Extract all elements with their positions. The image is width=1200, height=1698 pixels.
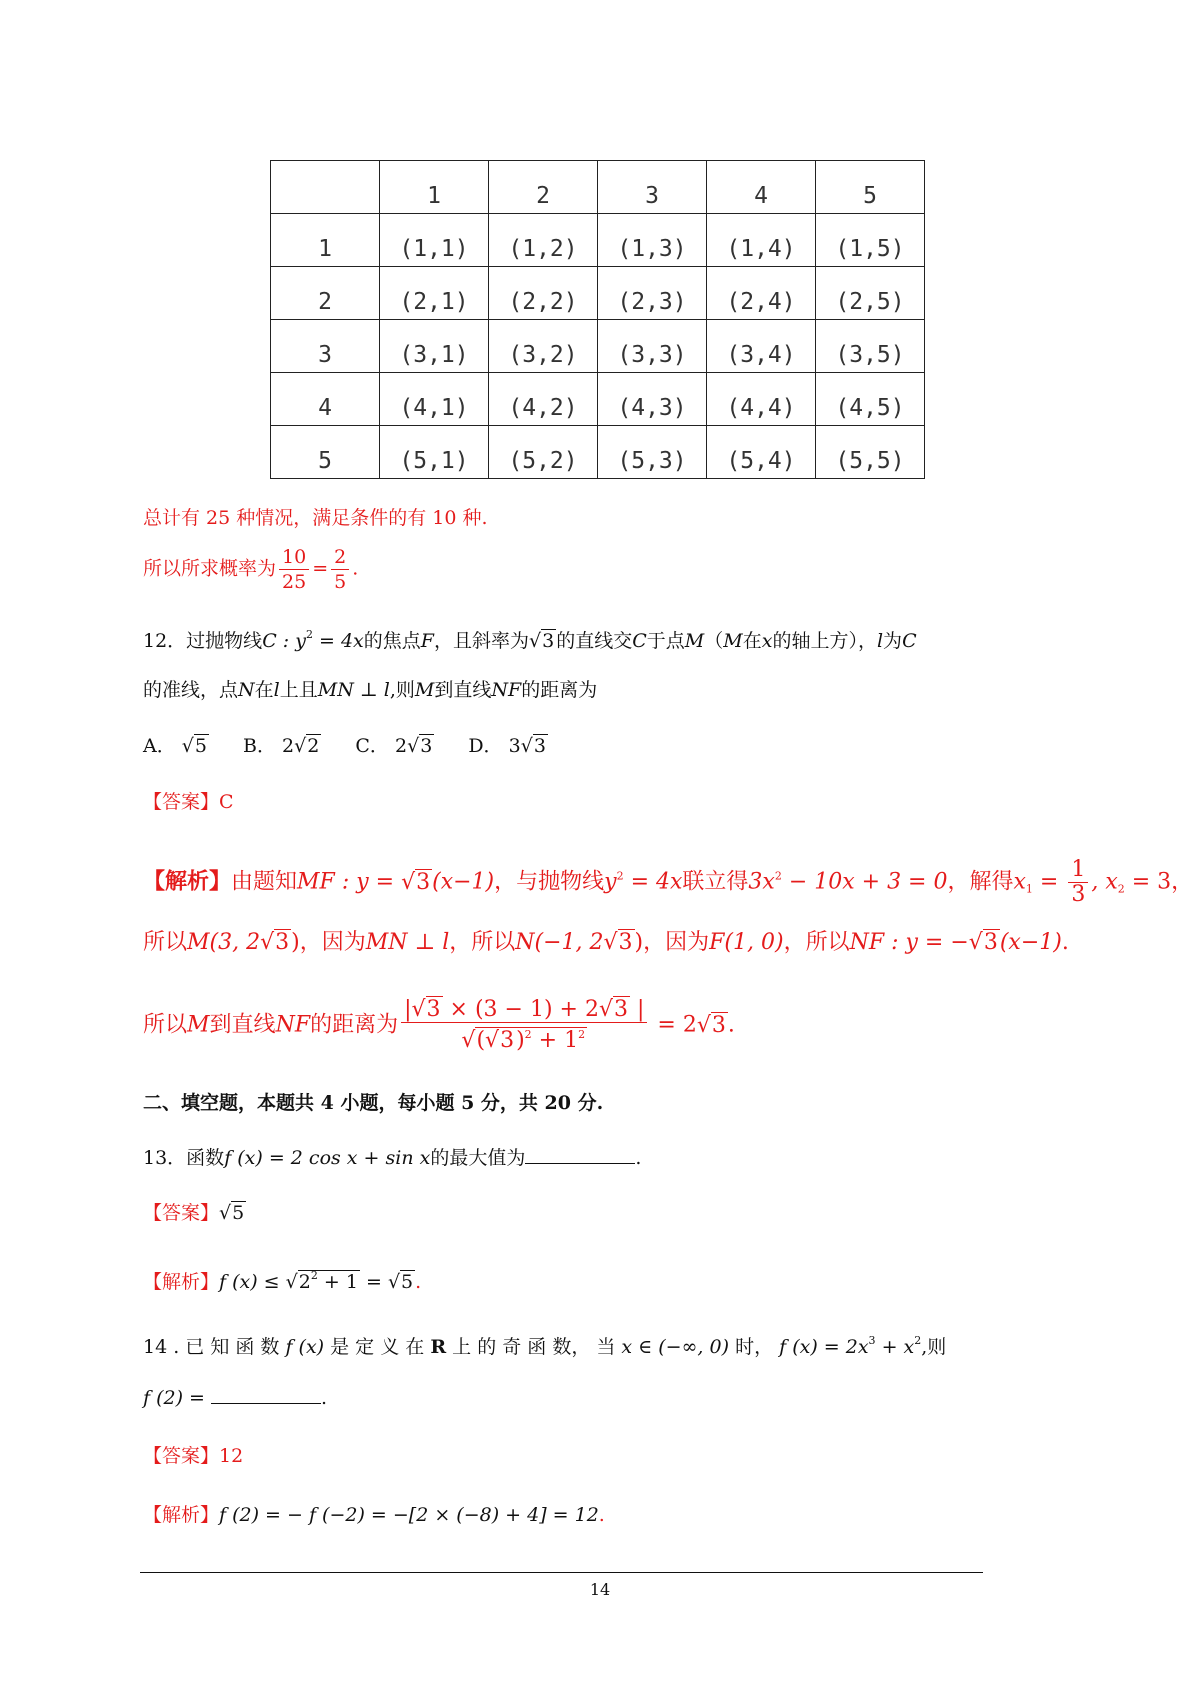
table-header-cell: 2	[489, 161, 598, 214]
table-row	[271, 373, 925, 426]
table-cell: (5,3)	[598, 426, 707, 479]
table-cell: (2,5)	[816, 267, 925, 320]
table-cell: (5,4)	[707, 426, 816, 479]
table-cell: (3,3)	[598, 320, 707, 373]
table-cell: (4,3)	[598, 373, 707, 426]
table-row-label: 4	[271, 373, 380, 426]
table-header-cell	[271, 161, 380, 214]
table-cell: (5,1)	[380, 426, 489, 479]
p11-total-line: 总计有 25 种情况，满足条件的有 10 种.	[143, 507, 488, 529]
page-number: 14	[589, 1580, 611, 1599]
q13-answer: 【答案】√5	[143, 1202, 245, 1224]
table-cell: (4,4)	[707, 373, 816, 426]
sqrt-3: √3	[528, 630, 555, 652]
table-cell: (2,2)	[489, 267, 598, 320]
q12-answer: 【答案】C	[143, 791, 234, 813]
choice-b: B． 2√2	[243, 735, 320, 757]
q12-analysis-line2: 所以M(3, 2√3)，因为MN ⊥ l，所以N(−1, 2√3)，因为F(1, 0)，所以NF : y = −√3(x−1).	[143, 930, 1069, 955]
q12-choices	[143, 733, 576, 759]
q12-analysis-line3: 所以M到直线NF的距离为 $\frac{|√3 \times (3 - 1) + 2√3 |}{√(√3)^2 + 1^2}$ = 2√3.	[143, 997, 735, 1053]
table-cell: (3,2)	[489, 320, 598, 373]
table-cell: (4,1)	[380, 373, 489, 426]
p11-probability-line: 所以所求概率为 $\frac{10}{25}$ = $\frac{2}{5}$ .	[143, 546, 359, 593]
q12-analysis-line1: 【解析】由题知MF : y = √3(x−1)，与抛物线$y^2 = 4x$联立得$3x^2 - 10x + 3 = 0$，解得$x_1$ = $\frac{1}{3}$ , $x_2 = 3$，	[143, 857, 1194, 907]
table-row	[271, 320, 925, 373]
table-row-label: 3	[271, 320, 380, 373]
table-cell: (3,4)	[707, 320, 816, 373]
choice-c: C． 2√3	[355, 735, 433, 757]
q13-stem: 13．函数f (x) = 2 cos x + sin x的最大值为 .	[143, 1147, 642, 1169]
table-header-cell: 4	[707, 161, 816, 214]
table-header-cell: 5	[816, 161, 925, 214]
table-row	[271, 214, 925, 267]
q14-stem-line1: 14 . 已 知 函 数 f (x) 是 定 义 在 R 上 的 奇 函 数， 当 x ∈ (−∞, 0) 时， f $(x) = 2x^3 + x^2$,则	[143, 1334, 947, 1358]
table-header-cell: 1	[380, 161, 489, 214]
table-row-label: 1	[271, 214, 380, 267]
table-row-label: 5	[271, 426, 380, 479]
table-cell: (4,2)	[489, 373, 598, 426]
q14-answer: 【答案】12	[143, 1445, 244, 1467]
table-row	[271, 426, 925, 479]
table-cell: (5,5)	[816, 426, 925, 479]
table-cell: (1,2)	[489, 214, 598, 267]
distance-fraction: $\frac{|√3 \times (3 - 1) + 2√3 |}{√(√3)^2 + 1^2}$	[401, 998, 647, 1053]
table-cell: (1,5)	[816, 214, 925, 267]
footer-rule	[140, 1572, 983, 1573]
fraction-1-3: $\frac{1}{3}$	[1068, 858, 1088, 907]
table-cell: (2,4)	[707, 267, 816, 320]
table-header-row	[271, 161, 925, 214]
q12-stem-line2: 的准线，点N在l上且MN ⊥ l,则M到直线NF的距离为	[143, 679, 598, 701]
table-cell: (3,1)	[380, 320, 489, 373]
table-cell: (3,5)	[816, 320, 925, 373]
table-cell: (1,4)	[707, 214, 816, 267]
section-heading: 二、填空题，本题共 4 小题，每小题 5 分，共 20 分.	[143, 1092, 604, 1114]
choice-d: D． 3√3	[468, 735, 546, 757]
table-cell: (4,5)	[816, 373, 925, 426]
sample-space-table	[270, 160, 925, 479]
table-header-cell: 3	[598, 161, 707, 214]
q13-analysis: 【解析】f $(x) \le √2^2 + 1 = √5$ .	[143, 1269, 422, 1293]
q14-stem-line2: f (2) = .	[143, 1387, 328, 1409]
table-cell: (5,2)	[489, 426, 598, 479]
fraction-10-25: $\frac{10}{25}$	[279, 545, 309, 594]
table-row-label: 2	[271, 267, 380, 320]
fraction-2-5: $\frac{2}{5}$	[331, 545, 349, 594]
table-cell: (1,1)	[380, 214, 489, 267]
table-row	[271, 267, 925, 320]
answer-blank	[211, 1387, 321, 1404]
q12-stem-line1: 12．过抛物线C : $y^2 = 4x$的焦点F，且斜率为√3 的直线交C于点M（M在x的轴上方），l为C	[143, 628, 917, 652]
table-cell: (2,1)	[380, 267, 489, 320]
answer-blank	[525, 1147, 635, 1164]
q14-analysis: 【解析】f (2) = − f (−2) = −[2 × (−8) + 4] = 12.	[143, 1504, 605, 1526]
choice-a: A． √5	[143, 735, 207, 757]
table-cell: (1,3)	[598, 214, 707, 267]
table-cell: (2,3)	[598, 267, 707, 320]
